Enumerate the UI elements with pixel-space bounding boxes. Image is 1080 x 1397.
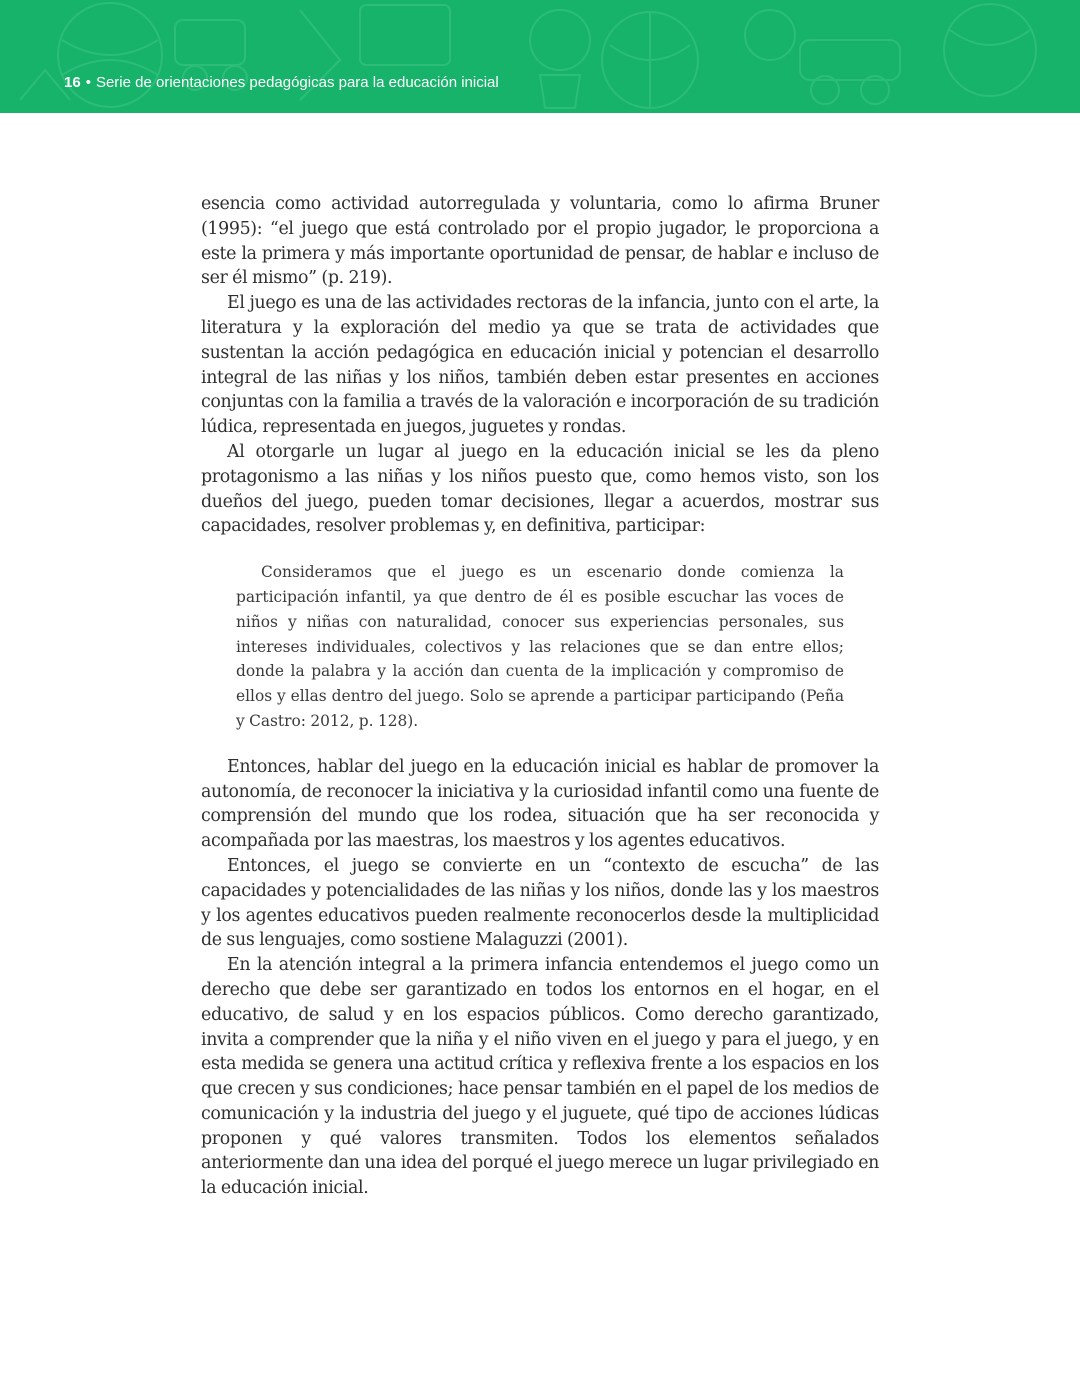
page-header [0, 0, 1080, 113]
running-header [64, 74, 499, 91]
header-separator: • [85, 74, 91, 91]
paragraph: Entonces, el juego se convierte en un “contexto de escucha” de las capacidades y potencialidades de las niñas y los niños, donde las y los maestros y los agentes educativos pueden realmente reconocerlos desde la multiplicidad de sus lenguajes, como sostiene Malaguzzi (2001). [201, 855, 879, 951]
series-title: Serie de orientaciones pedagógicas para la educación inicial [95, 74, 499, 91]
paragraph: El juego es una de las actividades rectoras de la infancia, junto con el arte, la literatura y la exploración del medio ya que se trata de actividades que sustentan la acción pedagógica en educación inicial y potencian el desarrollo integral de las niñas y los niños, también deben estar presentes en acciones conjuntas con la familia a través de la valoración e incorporación de su tradición lúdica, representada en juegos, juguetes y rondas. [201, 293, 879, 438]
block-quote [236, 560, 844, 734]
toy-pattern-decoration [0, 0, 1080, 113]
main-text [201, 192, 879, 1201]
paragraph: Entonces, hablar del juego en la educación inicial es hablar de promover la autonomía, de reconocer la iniciativa y la curiosidad infantil como una fuente de comprensión del mundo que los rodea, situación que ha ser reconocida y acompañada por las maestras, los maestros y los agentes educativos. [201, 756, 879, 852]
page-number: 16 [64, 74, 81, 91]
paragraph: Al otorgarle un lugar al juego en la educación inicial se les da pleno protagonismo a las niñas y los niños puesto que, como hemos visto, son los dueños del juego, pueden tomar decisiones, llegar a acuerdos, mostrar sus capacidades, resolver problemas y, en definitiva, participar: [201, 441, 879, 537]
quote-text: Consideramos que el juego es un escenario donde comienza la participación infantil, ya que dentro de él es posible escuchar las voces de niños y niñas con naturalidad, conocer sus experiencias personales, sus intereses individuales, colectivos y las relaciones que se dan entre ellos; donde la palabra y la acción dan cuenta de la implicación y compromiso de ellos y ellas dentro del juego. Solo se aprende a participar participando (Peña y Castro: 2012, p. 128). [236, 563, 844, 730]
paragraph: En la atención integral a la primera infancia entendemos el juego como un derecho que debe ser garantizado en todos los entornos en el hogar, en el educativo, de salud y en los espacios públicos. Como derecho garantizado, invita a comprender que la niña y el niño viven en el juego y para el juego, y en esta medida se genera una actitud crítica y reflexiva frente a los espacios en los que crecen y sus condiciones; hace pensar también en el papel de los medios de comunicación y la industria del juego y el juguete, qué tipo de acciones lúdicas proponen y qué valores transmiten. Todos los elementos señalados anteriormente dan una idea del porqué el juego merece un lugar privilegiado en la educación inicial. [201, 955, 879, 1199]
paragraph-continuation: esencia como actividad autorregulada y voluntaria, como lo afirma Bruner (1995): “el juego que está controlado por el propio jugador, le proporciona a este la primera y más importante oportunidad de pensar, de hablar e incluso de ser él mismo” (p. 219). [201, 194, 879, 289]
